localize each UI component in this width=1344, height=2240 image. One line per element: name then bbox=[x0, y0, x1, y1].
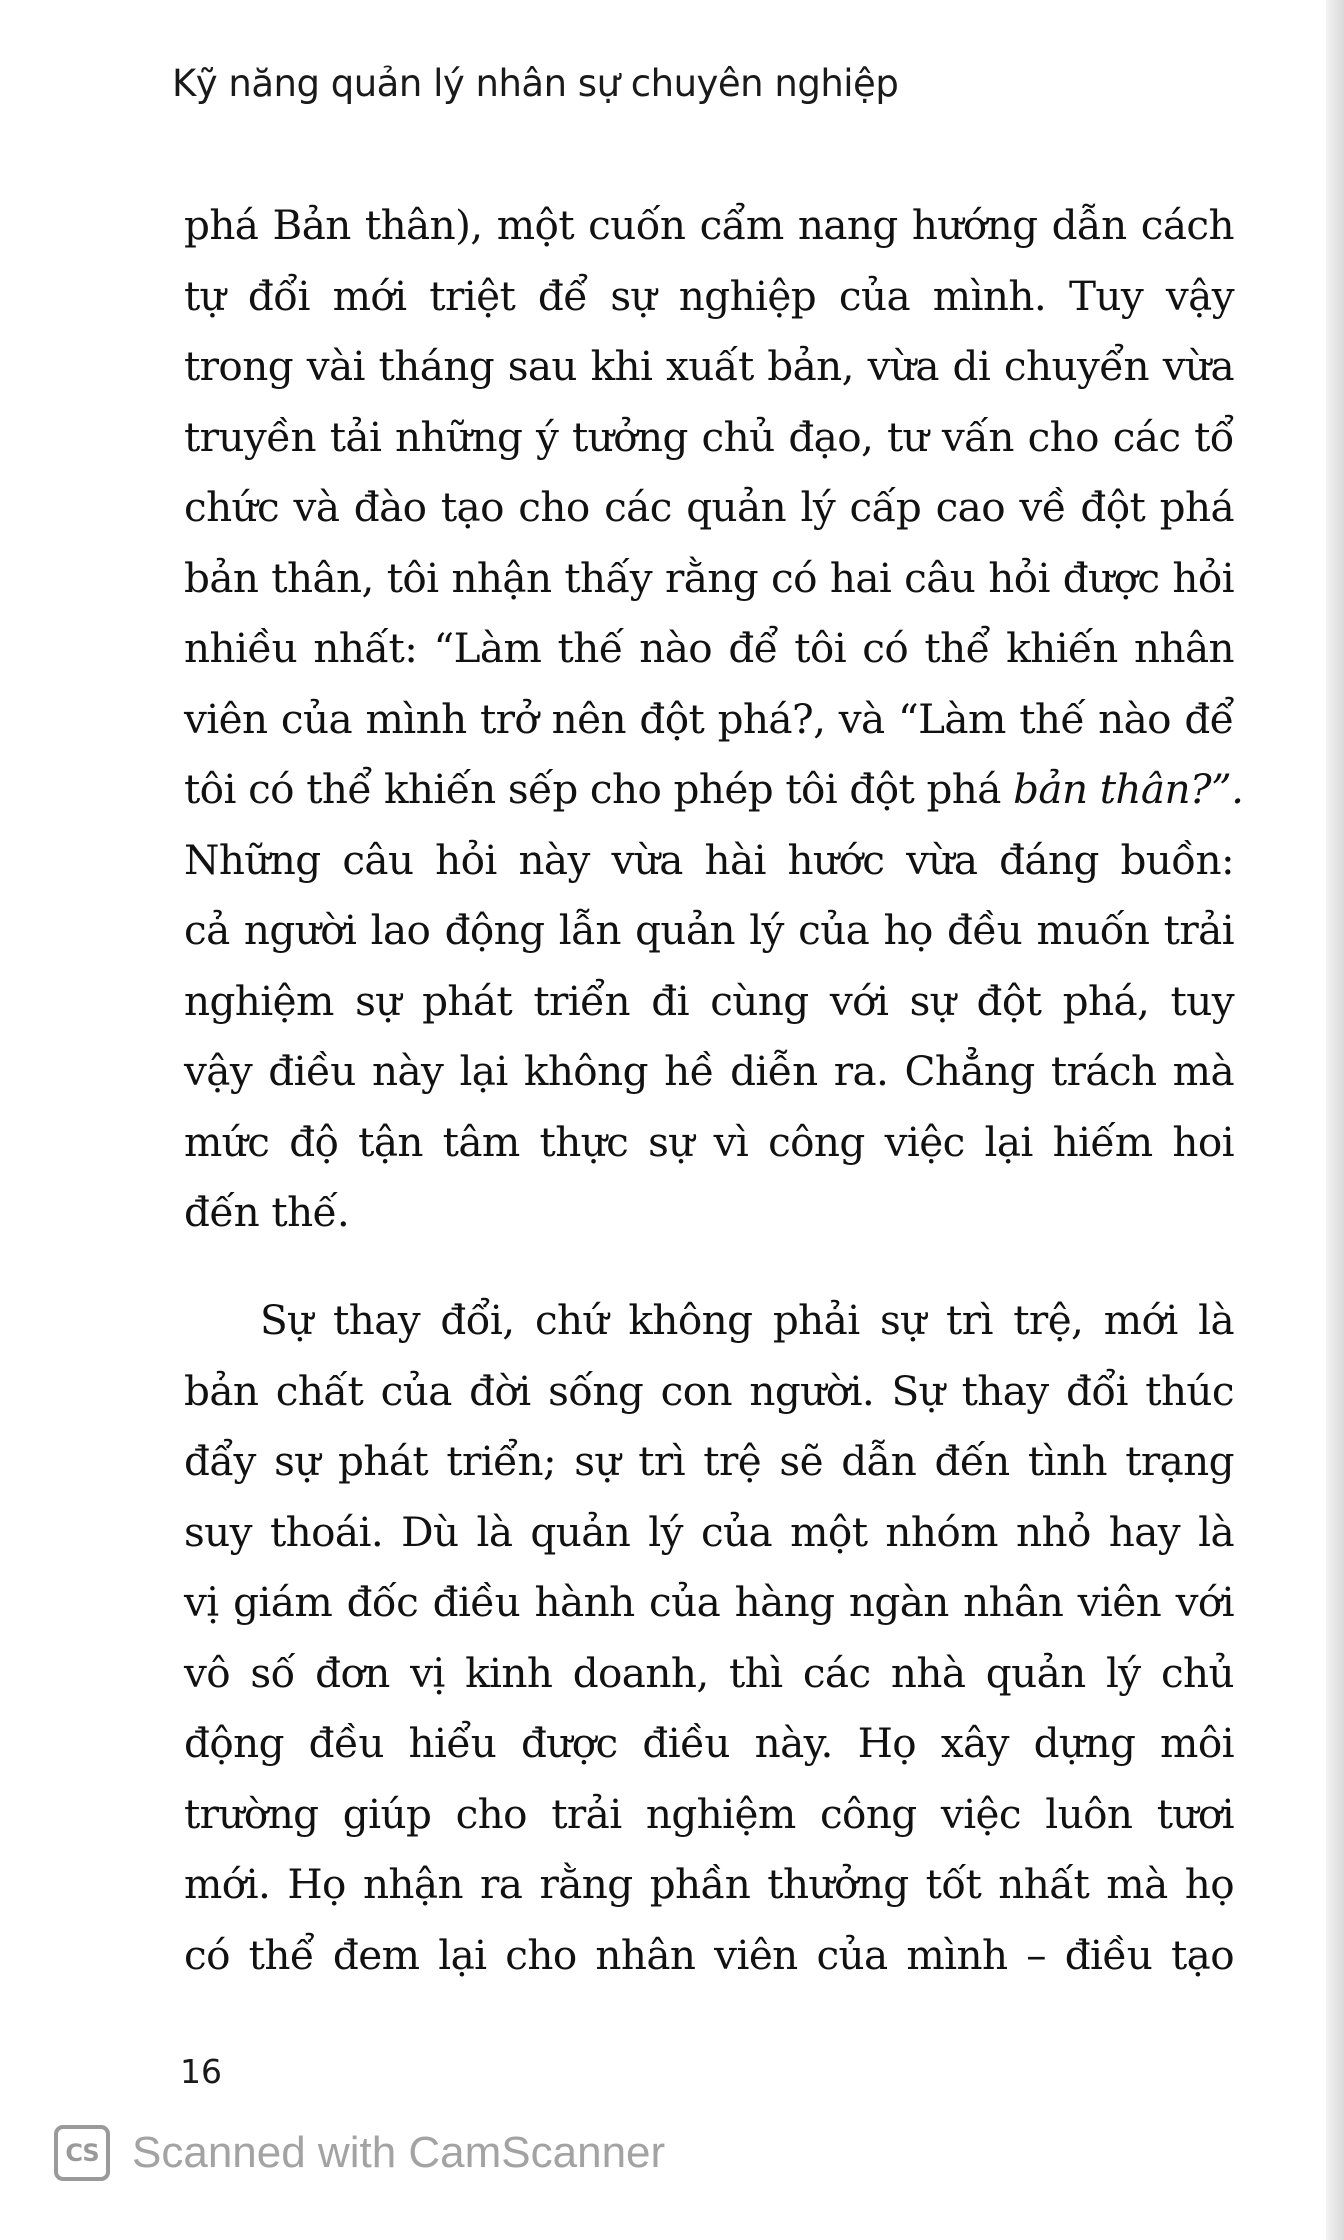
text-line: viên của mình trở nên đột phá?, và “Làm thế nào để bbox=[184, 694, 1234, 743]
text-line: vô số đơn vị kinh doanh, thì các nhà quản lý chủ bbox=[184, 1648, 1234, 1697]
text-line: trường giúp cho trải nghiệm công việc luôn tươi bbox=[184, 1789, 1234, 1838]
text-line: suy thoái. Dù là quản lý của một nhóm nhỏ hay là bbox=[184, 1507, 1234, 1556]
text-line: phá Bản thân), một cuốn cẩm nang hướng dẫn cách bbox=[184, 201, 1234, 249]
text-line: đẩy sự phát triển; sự trì trệ sẽ dẫn đến tình trạng bbox=[184, 1437, 1234, 1485]
text-line: đến thế. bbox=[184, 1188, 350, 1236]
paragraph-1 bbox=[184, 190, 1244, 1248]
text-line: chức và đào tạo cho các quản lý cấp cao về đột phá bbox=[184, 483, 1234, 531]
text-line: Sự thay đổi, chứ không phải sự trì trệ, mới là bbox=[260, 1296, 1234, 1344]
text-line: mới. Họ nhận ra rằng phần thưởng tốt nhất mà họ bbox=[184, 1860, 1234, 1908]
camscanner-watermark bbox=[54, 2125, 665, 2181]
text-line: có thể đem lại cho nhân viên của mình – điều tạo bbox=[184, 1930, 1234, 1979]
page-edge-shadow bbox=[1326, 0, 1344, 2240]
text-line: vị giám đốc điều hành của hàng ngàn nhân viên với bbox=[184, 1578, 1234, 1626]
paragraph-2 bbox=[184, 1285, 1234, 1990]
page-number: 16 bbox=[180, 2052, 222, 2091]
text-line: vậy điều này lại không hề diễn ra. Chẳng trách mà bbox=[184, 1047, 1234, 1095]
watermark-text: Scanned with CamScanner bbox=[132, 2128, 666, 2177]
italic-phrase: bản thân?”. bbox=[1013, 765, 1244, 813]
text-line: truyền tải những ý tưởng chủ đạo, tư vấn cho các tổ bbox=[184, 412, 1234, 461]
text-line: bản chất của đời sống con người. Sự thay đổi thúc bbox=[184, 1366, 1234, 1415]
running-header: Kỹ năng quản lý nhân sự chuyên nghiệp bbox=[172, 62, 899, 105]
text-line: bản thân, tôi nhận thấy rằng có hai câu hỏi được hỏi bbox=[184, 553, 1234, 602]
text-line: cả người lao động lẫn quản lý của họ đều muốn trải bbox=[184, 906, 1234, 954]
text-line-with-italic bbox=[184, 754, 1244, 825]
text-line: Những câu hỏi này vừa hài hước vừa đáng buồn: bbox=[184, 835, 1234, 884]
text-segment: tôi có thể khiến sếp cho phép tôi đột phá bbox=[184, 765, 1001, 813]
text-line: mức độ tận tâm thực sự vì công việc lại hiếm hoi bbox=[184, 1117, 1234, 1166]
camscanner-logo-icon: CS bbox=[54, 2125, 110, 2181]
text-line: tự đổi mới triệt để sự nghiệp của mình. Tuy vậy bbox=[184, 271, 1234, 320]
text-line: trong vài tháng sau khi xuất bản, vừa di chuyển vừa bbox=[184, 342, 1234, 390]
text-line: nghiệm sự phát triển đi cùng với sự đột phá, tuy bbox=[184, 976, 1234, 1025]
text-line: động đều hiểu được điều này. Họ xây dựng môi bbox=[184, 1719, 1234, 1767]
text-line: nhiều nhất: “Làm thế nào để tôi có thể khiến nhân bbox=[184, 624, 1234, 672]
